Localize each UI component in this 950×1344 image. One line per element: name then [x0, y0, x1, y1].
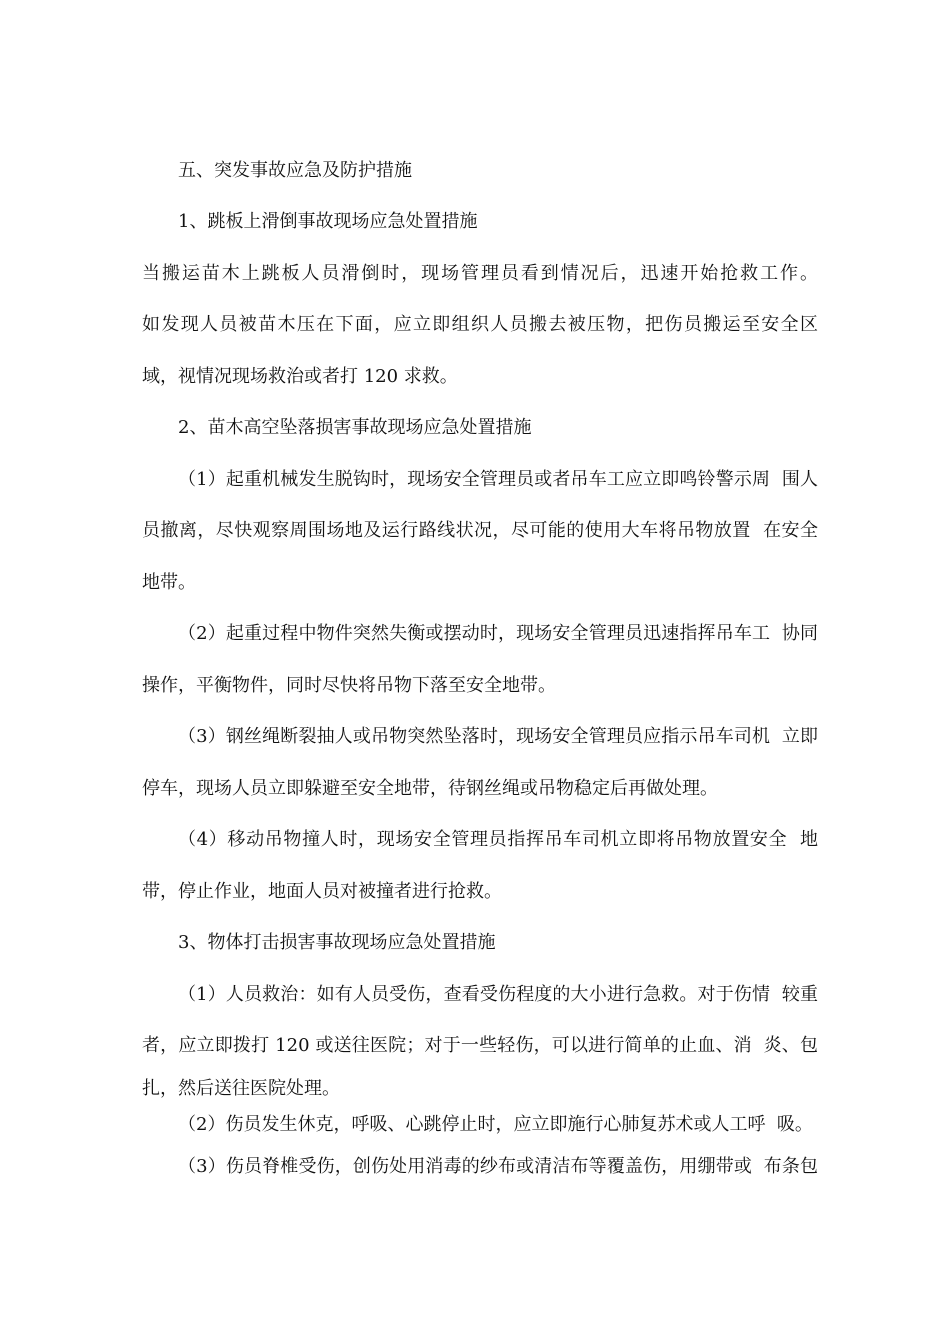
list-item-line: 停车，现场人员立即躲避至安全地带，待钢丝绳或吊物稳定后再做处理。: [142, 778, 718, 799]
paragraph-line: 当搬运苗木上跳板人员滑倒时，现场管理员看到情况后，迅速开始抢救工作。: [142, 263, 818, 284]
list-item-line: （2）伤员发生休克，呼吸、心跳停止时，应立即施行心肺复苏术或人工呼 吸。: [178, 1114, 813, 1135]
list-item-line: 者，应立即拨打 120 或送往医院；对于一些轻伤，可以进行简单的止血、消 炎、包: [142, 1035, 818, 1056]
list-item-line: （2）起重过程中物件突然失衡或摆动时，现场安全管理员迅速指挥吊车工 协同: [178, 623, 818, 644]
list-item-line: 操作，平衡物件，同时尽快将吊物下落至安全地带。: [142, 675, 556, 696]
subsection-title-2: 2、苗木高空坠落损害事故现场应急处置措施: [178, 417, 532, 438]
list-item-line: （1）人员救治：如有人员受伤，查看受伤程度的大小进行急救。对于伤情 较重: [178, 984, 818, 1005]
list-item-line: 地带。: [142, 572, 196, 593]
list-item-line: （4）移动吊物撞人时，现场安全管理员指挥吊车司机立即将吊物放置安全 地: [178, 829, 818, 850]
list-item-line: （3）伤员脊椎受伤，创伤处用消毒的纱布或清洁布等覆盖伤，用绷带或 布条包: [178, 1156, 818, 1177]
list-item-line: 带，停止作业，地面人员对被撞者进行抢救。: [142, 881, 502, 902]
paragraph-line: 如发现人员被苗木压在下面，应立即组织人员搬去被压物，把伤员搬运至安全区: [142, 314, 818, 335]
subsection-title-1: 1、跳板上滑倒事故现场应急处置措施: [178, 211, 478, 232]
subsection-title-3: 3、物体打击损害事故现场应急处置措施: [178, 932, 496, 953]
list-item-line: （3）钢丝绳断裂抽人或吊物突然坠落时，现场安全管理员应指示吊车司机 立即: [178, 726, 818, 747]
list-item-line: 员撤离，尽快观察周围场地及运行路线状况，尽可能的使用大车将吊物放置 在安全: [142, 520, 818, 541]
paragraph-line: 域，视情况现场救治或者打 120 求救。: [142, 366, 458, 387]
list-item-line: 扎，然后送往医院处理。: [142, 1078, 340, 1099]
section-heading: 五、突发事故应急及防护措施: [178, 160, 412, 181]
list-item-line: （1）起重机械发生脱钩时，现场安全管理员或者吊车工应立即鸣铃警示周 围人: [178, 469, 818, 490]
